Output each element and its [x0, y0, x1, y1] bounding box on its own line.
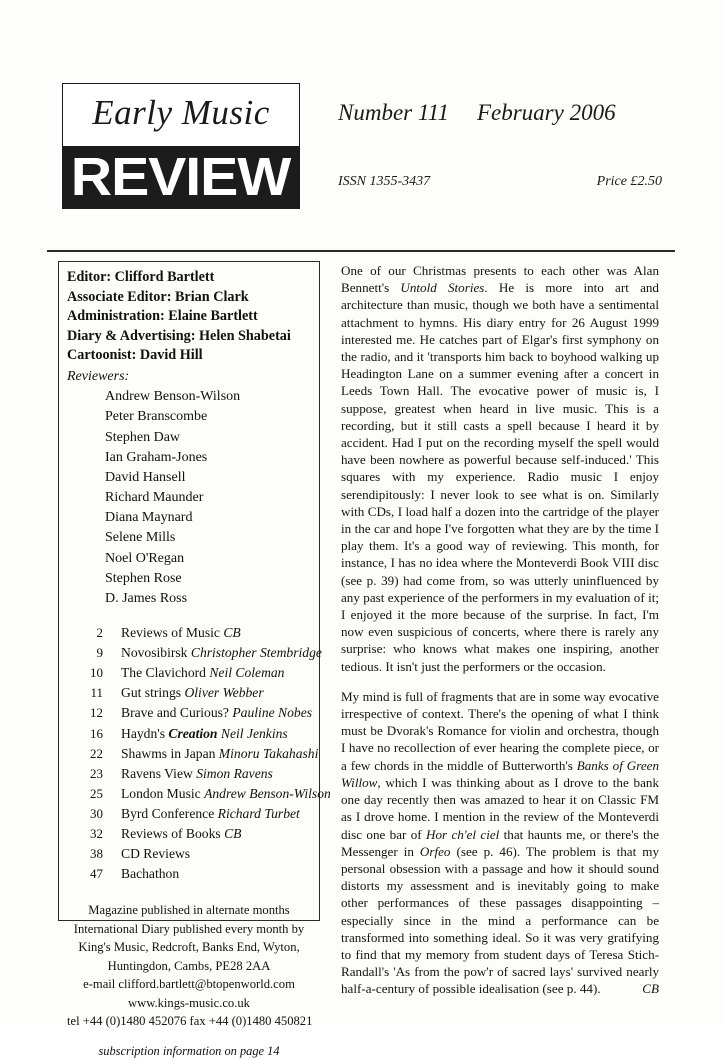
reviewer-name: Noel O'Regan: [105, 550, 185, 566]
toc-page-number: 38: [90, 846, 103, 862]
reviewer-name: Diana Maynard: [105, 510, 193, 526]
toc-page-number: 16: [90, 725, 103, 741]
toc-author: Neil Jenkins: [220, 725, 288, 741]
toc-title: London Music: [121, 785, 205, 801]
toc-page-number: 23: [90, 765, 103, 781]
publisher-address-line: King's Music, Redcroft, Banks End, Wyton,: [78, 940, 300, 955]
toc-title: Haydn's: [121, 725, 169, 741]
article-text: , which I was thinking about as I drove to the bank one day recently then was amazed to hear it on Classic FM as I drove home. I mention in the review of the Monteverdi disc one bar of: [341, 774, 659, 842]
toc-entry[interactable]: [67, 683, 311, 703]
publisher-phone-fax: tel +44 (0)1480 452076 fax +44 (0)1480 450821: [67, 1014, 313, 1029]
left-info-box: [58, 261, 331, 1058]
article-text: My mind is full of fragments that are in some way evocative irrespective of context. There's the opening of what I think must be Dvorak's Romance for violin and orchestra, though I have no recollection of ever hearing the complete piece, or a few chords in the middle of Butterworth's: [341, 688, 659, 773]
table-of-contents: [67, 623, 331, 884]
toc-page-number: 12: [90, 705, 103, 721]
reviewer-name: Stephen Daw: [105, 429, 181, 445]
toc-page-number: 11: [90, 685, 103, 701]
article-book-title: Untold Stories: [400, 280, 485, 296]
reviewer-name: Ian Graham-Jones: [105, 449, 208, 465]
masthead-title: Early Music: [92, 93, 270, 132]
publisher-address-line: Huntingdon, Cambs, PE28 2AA: [107, 958, 271, 973]
reviewer-name: David Hansell: [105, 469, 186, 485]
subscription-note: subscription information on page 14: [98, 1043, 280, 1058]
toc-author: CB: [224, 826, 242, 842]
toc-page-number: 32: [90, 826, 103, 842]
toc-author: Richard Turbet: [217, 805, 300, 821]
toc-page-number: 25: [90, 785, 103, 801]
article-paragraph-2: [341, 688, 659, 998]
toc-title: CD Reviews: [121, 846, 191, 862]
toc-author: CB: [223, 625, 241, 640]
toc-title: The Clavichord: [121, 665, 210, 681]
publisher-email[interactable]: e-mail clifford.bartlett@btopenworld.com: [83, 977, 295, 992]
toc-title: Reviews of Music: [121, 625, 224, 640]
article-work-title: Banks of Green Willow: [341, 757, 659, 790]
staff-associate-editor: Associate Editor: Brian Clark: [67, 288, 249, 305]
toc-page-number: 10: [90, 665, 103, 681]
toc-entry[interactable]: [67, 784, 331, 804]
masthead-logo: [62, 83, 300, 209]
toc-entry-text: [121, 804, 311, 824]
reviewer-name: Richard Maunder: [105, 490, 204, 506]
toc-title: Bachathon: [121, 866, 180, 882]
issue-line: [338, 100, 668, 126]
article-text: that haunts me, or there's the Messenger in: [341, 826, 659, 859]
issue-date: February 2006: [476, 100, 616, 125]
reviewer-name: Selene Mills: [105, 530, 176, 546]
issn-text: ISSN 1355-3437: [338, 174, 431, 189]
publisher-website[interactable]: www.kings-music.co.uk: [128, 995, 250, 1010]
toc-entry-text: [121, 724, 311, 744]
toc-entry[interactable]: [67, 744, 319, 764]
staff-diary-advertising: Diary & Advertising: Helen Shabetai: [67, 327, 291, 344]
article-paragraph-1: [341, 262, 659, 675]
publisher-info: [67, 901, 311, 1031]
article-text: One of our Christmas presents to each other was Alan Bennett's: [341, 263, 659, 296]
toc-author: Christopher Stembridge: [190, 645, 322, 661]
toc-author: Pauline Nobes: [232, 705, 313, 721]
article-text: (see p. 46). The problem is that my personal obsession with a passage and how it should sound distorts my assessment and is inevitably going to make other performances of these passages disappointing – especially since in the mind a performance can be transformed into something ideal. So it was very gratifying to find that my memory from student days of Teresa Stich-Randall's 'As from the pow'r of sacred lays' survived nearly half-a-century of possible idealisation (see p. 44).: [341, 843, 659, 997]
toc-entry[interactable]: [67, 724, 311, 744]
article-work-title: Hor ch'el ciel: [426, 826, 500, 842]
reviewer-name: Stephen Rose: [105, 570, 182, 586]
toc-entry[interactable]: [67, 703, 311, 723]
toc-page-number: 22: [90, 745, 103, 761]
publisher-line: Magazine published in alternate months: [88, 903, 290, 918]
toc-author: Minoru Takahashi: [218, 745, 319, 761]
issue-number: Number 111: [338, 100, 449, 125]
toc-author: Oliver Webber: [184, 685, 264, 701]
toc-author: Neil Coleman: [209, 665, 285, 681]
masthead-review-box: [62, 146, 300, 209]
staff-administration: Administration: Elaine Bartlett: [67, 308, 258, 325]
article-signoff-initials: CB: [642, 981, 659, 997]
toc-title: Byrd Conference: [121, 805, 218, 821]
toc-entry[interactable]: [67, 643, 322, 663]
toc-entry-text: [121, 643, 322, 663]
toc-entry[interactable]: [67, 804, 311, 824]
toc-entry-text: [121, 623, 311, 643]
toc-entry[interactable]: [67, 623, 311, 643]
toc-entry[interactable]: [67, 824, 311, 844]
staff-cartoonist: Cartoonist: David Hill: [67, 347, 203, 364]
toc-page-number: 30: [90, 805, 103, 821]
toc-entry[interactable]: [67, 663, 311, 683]
toc-entry[interactable]: [67, 844, 311, 864]
toc-title: Reviews of Books: [121, 826, 225, 842]
toc-author: Andrew Benson-Wilson: [204, 785, 331, 801]
toc-title: Brave and Curious?: [121, 705, 233, 721]
reviewer-name: Andrew Benson-Wilson: [105, 389, 241, 405]
staff-credits: [67, 268, 311, 386]
toc-entry-text: [121, 844, 311, 864]
toc-entry-text: [121, 703, 312, 723]
toc-page-number: 9: [96, 645, 103, 661]
reviewer-name: Peter Branscombe: [105, 409, 208, 425]
toc-entry[interactable]: [67, 864, 311, 884]
toc-entry-text: [121, 663, 311, 683]
reviewers-label: Reviewers:: [67, 368, 130, 384]
toc-page-number: 2: [96, 625, 103, 640]
toc-entry-text: [121, 784, 331, 804]
toc-entry[interactable]: [67, 764, 311, 784]
masthead-review-word: REVIEW: [71, 146, 291, 207]
toc-entry-text: [121, 683, 311, 703]
toc-title: Shawms in Japan: [121, 745, 219, 761]
article-text: . He is more into art and architecture than music, though we both have a sentimental attachment to hymns. His diary entry for 26 August 1999 interested me. He catches part of Elgar's first symphony on the radio, and it 'transports him back to boyhood walking up Headington Lane on a summer evening after a concert in Leeds Town Hall. The evocative power of music is, I suppose, greatest when heard in live music. This is a recording, but it still casts a spell because I heard it by accident. Had I put on the recording myself the spell would have been nowhere as powerful because self-induced.' This squares with my experience. Radio music I enjoy serendipitously: I never look to see what is on. Similarly with CDs, I load half a dozen into the cartridge of the player in the car and hope I've forgotten what they are by the time I play them. It's a good way of reviewing. This month, for instance, I has no idea where the Monteverdi Book VIII disc (see p. 39) had come from, so was utterly uninfluenced by any past experience of the performers in my evaluation of it; I enjoyed it the more because of the surprise. In fact, I'm now even suspicious of concerts, where there is rarely any surprise: who knows what makes one inspiring, another tedious. It isn't just the performers or the occasion.: [341, 280, 659, 674]
toc-entry-text: [121, 764, 311, 784]
toc-entry-text: [121, 744, 318, 764]
editorial-article: [341, 262, 659, 998]
header-divider-rule: [47, 250, 675, 252]
toc-title-work: Creation: [168, 725, 221, 741]
toc-title: Ravens View: [121, 765, 197, 781]
reviewer-name: D. James Ross: [105, 590, 188, 606]
toc-entry-text: [121, 864, 311, 884]
reviewers-list: [67, 387, 311, 609]
toc-title: Novosibirsk: [121, 645, 191, 661]
staff-editor: Editor: Clifford Bartlett: [67, 269, 215, 285]
price-text: Price £2.50: [596, 174, 662, 189]
masthead-title-box: [62, 83, 300, 146]
toc-author: Simon Ravens: [196, 765, 273, 781]
toc-page-number: 47: [90, 866, 103, 882]
article-work-title: Orfeo: [419, 843, 451, 859]
issn-price-line: [338, 174, 668, 190]
toc-entry-text: [121, 824, 311, 844]
publisher-line: International Diary published every month by: [73, 921, 305, 936]
toc-title: Gut strings: [121, 685, 185, 701]
